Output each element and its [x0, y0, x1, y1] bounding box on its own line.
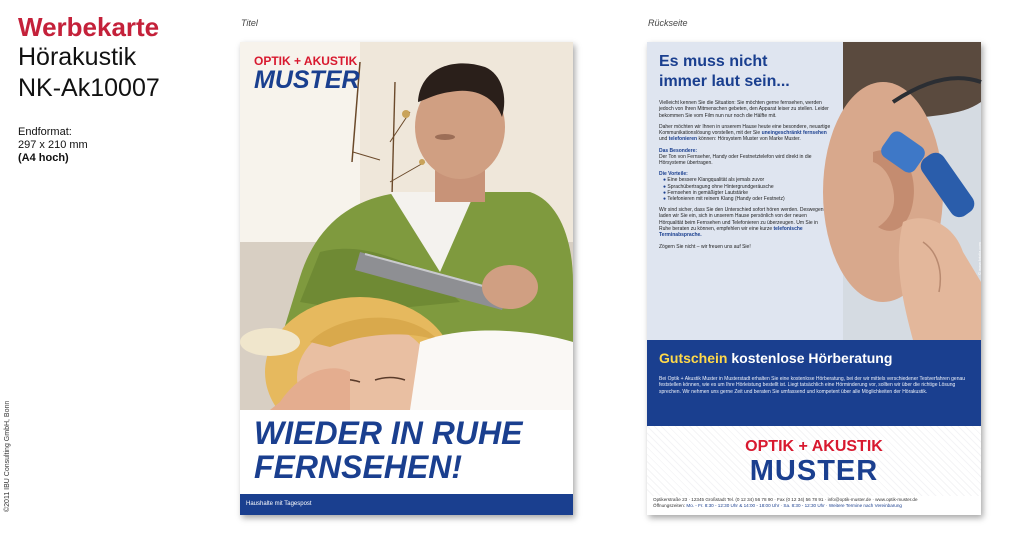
para-3-text: Wir sind sicher, dass Sie den Unterschied sofort hören werden. Deswegen laden wir Sie ein, sich in unserem Hause persönlich von der neuen Hörqualität beim Fernsehen und Telefonieren zu überzeugen. Um Sie in Ruhe beraten zu können, empfehlen wir eine kurze [659, 207, 824, 233]
back-title [659, 52, 831, 92]
back-title-line-2: immer laut sein... [659, 73, 790, 90]
hours-line [653, 503, 975, 509]
coupon-heading [659, 349, 969, 367]
back-text-panel [647, 42, 843, 340]
contact-line: Optikerstraße 23 · 12345 Großstadt Tel. (0 12 34) 56 78 90 · Fax (0 12 34) 56 78 91 · info@optik-muster.de · www.optik-muster.de [653, 497, 918, 502]
back-brand-top: OPTIK + AKUSTIK [745, 438, 883, 455]
advantages-title: Die Vorteile: [659, 171, 688, 178]
advantages-list [659, 177, 831, 202]
list-item: ● Telefonieren mit reinem Klang (Handy oder Festnetz) [663, 196, 831, 202]
para-2-text-c: können: Hörsystem Muster von Marke Muster. [698, 136, 801, 143]
ear-exam-illustration [843, 42, 981, 340]
front-brand-logo [254, 54, 360, 93]
front-headline-line-1: WIEDER IN RUHE [254, 415, 523, 451]
list-item: ● Eine bessere Klangqualität als jemals zuvor [663, 177, 831, 183]
coupon-text: Bei Optik + Akustik Muster in Musterstadt erhalten Sie eine kostenlose Hörberatung, bei der wir mittels verschiedener Testverfahren genau feststellen können, wie es um Ihre Hörleistung bestellt ist. Liegt tatsächlich eine Hörminderung vor, sollten wir über die richtige Lösung sprechen. Wir nehmen uns gerne Zeit und beraten Sie umfassend und kompetent über alle Möglichkeiten der Hörakustik. [659, 376, 966, 395]
format-note: (A4 hoch) [18, 152, 69, 164]
list-item: ● Fernsehen in gemäßigter Lautstärke [663, 190, 831, 196]
category-title: Werbekarte [18, 12, 160, 42]
coupon-word: Gutschein [659, 350, 728, 366]
product-code: NK-Ak10007 [18, 74, 160, 102]
front-footer-text: Haushalte mit Tagespost [246, 501, 312, 507]
hours-label: Öffnungszeiten: [653, 503, 686, 508]
back-paragraph-1: Vielleicht kennen Sie die Situation: Sie möchten gerne fernsehen, werden jedoch von Ihren Mitmenschen gebeten, den Apparat leiser zu stellen. Leider bekommen Sie vom Film nun nur noch die Hälfte mit. [659, 100, 829, 119]
back-paragraph-3 [659, 207, 831, 238]
front-card [240, 42, 573, 515]
front-photo [240, 42, 573, 410]
para-2-highlight-2: telefonieren [668, 136, 698, 143]
coupon-subject: kostenlose Hörberatung [731, 350, 893, 366]
coupon-box [647, 340, 981, 426]
front-caption: Titel [241, 18, 258, 28]
para-3-highlight: telefonische Terminabsprache. [659, 226, 803, 239]
list-item: ● Sprachübertragung ohne Hintergrundgeräusche [663, 184, 831, 190]
para-2-highlight-1: uneingeschränkt fernsehen [761, 130, 827, 137]
product-name: Hörakustik [18, 43, 137, 71]
back-paragraph-2 [659, 124, 831, 143]
para-2-text-b: und [659, 136, 668, 143]
special-title: Das Besondere: [659, 147, 698, 154]
hours-text: Mo. - Fr. 8:30 - 12:30 Uhr & 14:00 - 18:00 Uhr · Sa. 8:30 - 12:30 Uhr · Weitere Termine nach Vereinbarung [686, 503, 902, 508]
format-size: 297 x 210 mm [18, 139, 88, 151]
back-caption: Rückseite [648, 18, 688, 28]
copyright-note: ©2011 IBU Consulting GmbH, Bonn [4, 400, 11, 512]
front-headline-line-2: FERNSEHEN! [254, 449, 463, 485]
format-label: Endformat: [18, 126, 72, 138]
back-photo [843, 42, 981, 340]
couple-photo-illustration [240, 42, 573, 410]
product-info [18, 12, 218, 165]
special-text: Der Ton von Fernseher, Handy oder Festnetztelefon wird direkt in die Hörsysteme übertragen. [659, 153, 812, 167]
back-card [647, 42, 981, 515]
back-brand-logo [647, 426, 981, 496]
format-block [18, 126, 218, 165]
front-brand-top: OPTIK + AKUSTIK [254, 54, 358, 68]
photo-credit: © www.fotolia.com [977, 242, 982, 275]
para-2-text-a: Daher möchten wir Ihnen in unserem Hause heute eine besondere, neuartige Kommunikationslösung vorstellen, mit der Sie [659, 123, 831, 137]
front-footer-bar [240, 494, 573, 515]
back-paragraph-4: Zögern Sie nicht – wir freuen uns auf Sie! [659, 243, 751, 250]
front-headline-area [240, 410, 573, 500]
back-brand-main: MUSTER [749, 455, 879, 487]
contact-block [653, 497, 975, 509]
front-brand-main: MUSTER [254, 66, 360, 94]
back-title-line-1: Es muss nicht [659, 53, 768, 70]
